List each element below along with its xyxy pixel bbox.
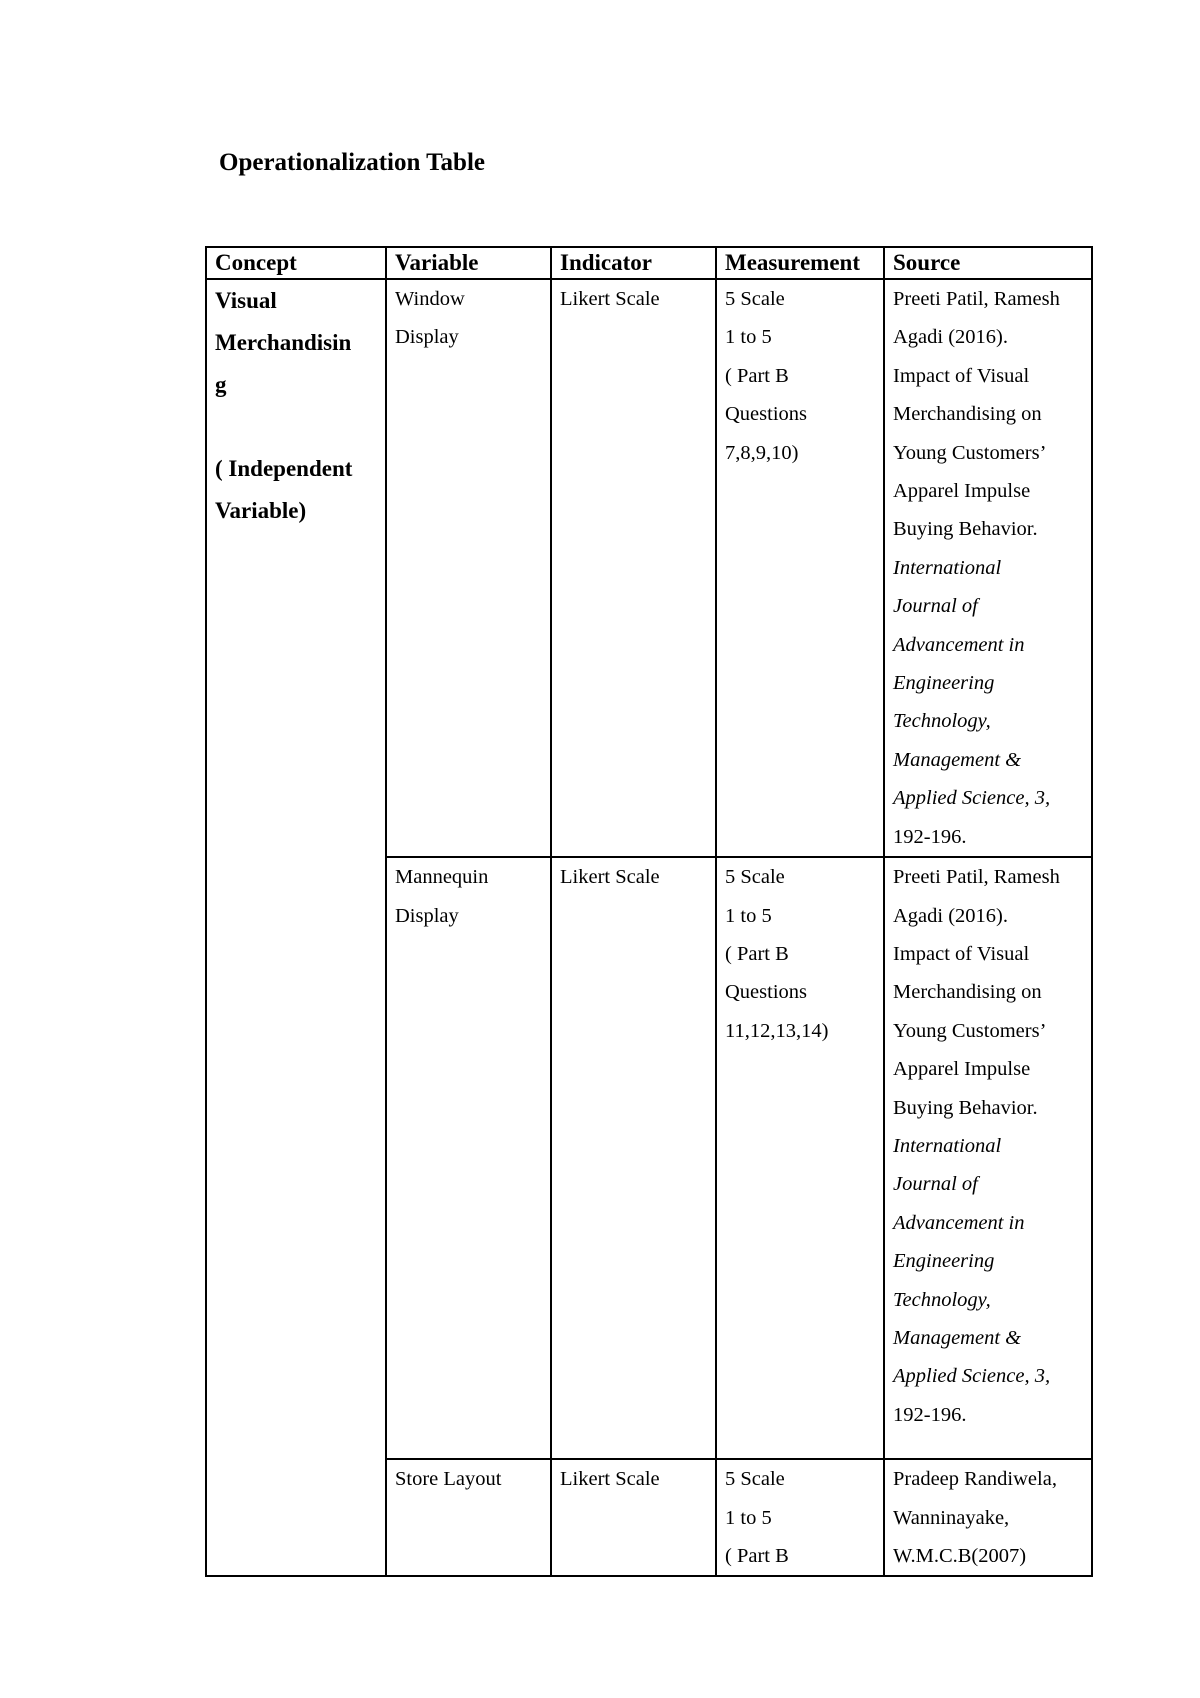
- measurement-line: 1 to 5: [725, 904, 772, 927]
- source-line: 192-196.: [893, 1403, 967, 1426]
- source-line: Merchandising on: [893, 981, 1042, 1004]
- page-title: Operationalization Table: [219, 149, 486, 176]
- source-line: International: [893, 1134, 1002, 1157]
- concept-line: ( Independent: [215, 456, 353, 481]
- source-line: Preeti Patil, Ramesh: [893, 866, 1060, 889]
- measurement-line: 7,8,9,10): [725, 441, 799, 464]
- indicator-line: Likert Scale: [560, 288, 660, 310]
- concept-spacer: [215, 406, 377, 448]
- variable-line: Window: [395, 288, 465, 310]
- source-line: Engineering: [893, 672, 995, 695]
- table-row: [206, 279, 1092, 857]
- source-line: International: [893, 556, 1002, 579]
- concept-line: Visual: [215, 288, 277, 313]
- concept-cell: [206, 279, 386, 1576]
- source-line: Young Customers’: [893, 1019, 1047, 1042]
- source-line: Agadi (2016).: [893, 326, 1009, 349]
- indicator-cell: [551, 279, 716, 857]
- source-line: Technology,: [893, 1288, 991, 1311]
- measurement-line: 5 Scale: [725, 1468, 785, 1491]
- source-line: Agadi (2016).: [893, 904, 1009, 927]
- source-line: Wanninayake,: [893, 1506, 1010, 1529]
- measurement-line: 5 Scale: [725, 866, 785, 889]
- source-line: Preeti Patil, Ramesh: [893, 288, 1060, 310]
- source-line: Apparel Impulse: [893, 480, 1031, 503]
- concept-line: g: [215, 372, 227, 397]
- header-indicator: Indicator: [551, 247, 716, 279]
- measurement-line: Questions: [725, 403, 807, 426]
- source-line: Impact of Visual: [893, 942, 1030, 965]
- source-line: Technology,: [893, 710, 991, 733]
- header-source: Source: [884, 247, 1092, 279]
- indicator-line: Likert Scale: [560, 866, 660, 889]
- source-line: Pradeep Randiwela,: [893, 1468, 1057, 1491]
- indicator-line: Likert Scale: [560, 1468, 660, 1491]
- variable-line: Display: [395, 326, 459, 349]
- measurement-line: 1 to 5: [725, 326, 772, 349]
- variable-cell: [386, 1459, 551, 1576]
- source-line: Apparel Impulse: [893, 1058, 1031, 1081]
- measurement-line: 5 Scale: [725, 288, 785, 310]
- measurement-line: 11,12,13,14): [725, 1019, 829, 1042]
- measurement-cell: [716, 279, 884, 857]
- indicator-cell: [551, 857, 716, 1459]
- source-line: Applied Science, 3,: [893, 787, 1051, 810]
- concept-line: Merchandisin: [215, 330, 352, 355]
- header-measurement: Measurement: [716, 247, 884, 279]
- measurement-line: Questions: [725, 981, 807, 1004]
- header-variable: Variable: [386, 247, 551, 279]
- header-concept: Concept: [206, 247, 386, 279]
- source-line: Advancement in: [893, 1211, 1025, 1234]
- source-line: Engineering: [893, 1250, 995, 1273]
- source-line: Buying Behavior.: [893, 1096, 1038, 1119]
- source-cell: [884, 1459, 1092, 1576]
- variable-line: Store Layout: [395, 1468, 502, 1491]
- source-line: Impact of Visual: [893, 364, 1030, 387]
- variable-cell: [386, 279, 551, 857]
- source-line: Applied Science, 3,: [893, 1365, 1051, 1388]
- source-line: Journal of: [893, 595, 978, 618]
- concept-line: Variable): [215, 498, 307, 523]
- measurement-line: ( Part B: [725, 942, 789, 965]
- indicator-cell: [551, 1459, 716, 1576]
- variable-cell: [386, 857, 551, 1459]
- measurement-cell: [716, 1459, 884, 1576]
- measurement-cell: [716, 857, 884, 1459]
- variable-line: Display: [395, 904, 459, 927]
- source-line: Management &: [893, 1326, 1022, 1349]
- source-cell: [884, 279, 1092, 857]
- source-cell: [884, 857, 1092, 1459]
- variable-line: Mannequin: [395, 866, 489, 889]
- measurement-line: ( Part B: [725, 1544, 789, 1567]
- source-line: 192-196.: [893, 825, 967, 848]
- operationalization-table: [205, 246, 1093, 1577]
- source-line: Advancement in: [893, 633, 1025, 656]
- source-line: W.M.C.B(2007): [893, 1544, 1027, 1567]
- source-line: Young Customers’: [893, 441, 1047, 464]
- measurement-line: 1 to 5: [725, 1506, 772, 1529]
- source-line: Journal of: [893, 1173, 978, 1196]
- source-line: Buying Behavior.: [893, 518, 1038, 541]
- source-line: Merchandising on: [893, 403, 1042, 426]
- source-line: Management &: [893, 748, 1022, 771]
- measurement-line: ( Part B: [725, 364, 789, 387]
- table-header-row: [206, 247, 1092, 279]
